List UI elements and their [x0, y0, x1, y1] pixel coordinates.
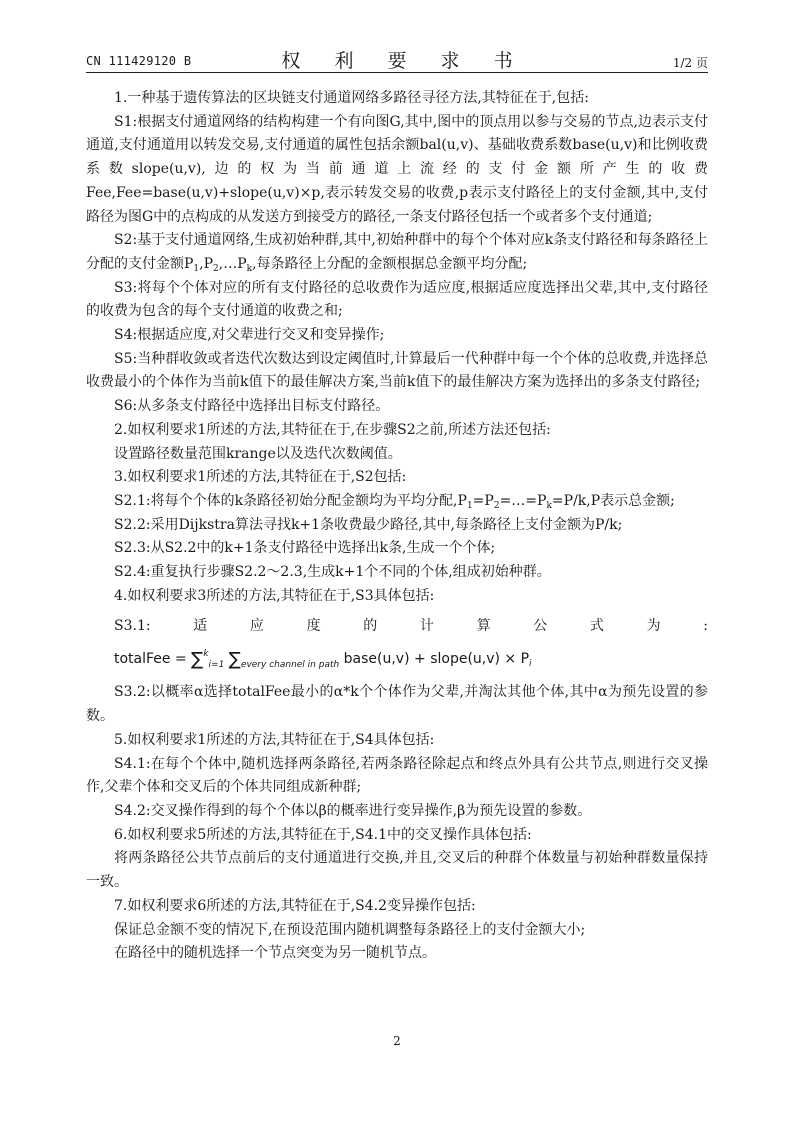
claim-3-step-s2-2: S2.2:采用Dijkstra算法寻找k+1条收费最少路径,其中,每条路径上支付金额为P/k;	[114, 516, 623, 533]
claim-3-step-s2-3: S2.3:从S2.2中的k+1条支付路径中选择出k条,生成一个个体;	[114, 540, 496, 557]
page-number: 2	[393, 1034, 401, 1048]
page-of-label: 1/2 页	[672, 56, 708, 70]
claim-4-step-s3-2: S3.2:以概率α选择totalFee最小的α*k个个体作为父辈,并淘汰其他个体,其中α为预先设置的参数。	[86, 684, 708, 725]
claim-1-step-s1: S1:根据支付通道网络的结构构建一个有向图G,其中,图中的顶点用以参与交易的节点,边表示支付通道,支付通道用以转发交易,支付通道的属性包括余额bal(u,v)、基础收费系数base(u,v)和比例收费系数slope(u,v),边的权为当前通道上流经的支付金额所产生的收费Fee,Fee=base(u,v)+slope(u,v)×p,表示转发交易的收费,p表示支付路径上的支付金额,其中,支付路径为图G中的点构成的从发送方到接受方的路径,一条支付路径包括一个或者多个支付通道;	[86, 113, 708, 225]
fitness-formula: totalFee = ∑ki=1 $\sum_{every channel in path}$ base(u,v) + slope(u,v) × $P_i$	[114, 649, 532, 671]
claim-2-body: 设置路径数量范围krange以及迭代次数阈值。	[114, 445, 402, 462]
claim-1-step-s5: S5:当种群收敛或者迭代次数达到设定阈值时,计算最后一代种群中每一个个体的总收费,并选择总收费最小的个体作为当前k值下的最佳解决方案,当前k值下的最佳解决方案为选择出的多条支付路径;	[86, 350, 708, 391]
claim-3-step-s2-4: S2.4:重复执行步骤S2.2～2.3,生成k+1个不同的个体,组成初始种群。	[114, 564, 551, 581]
claim-2: 2.如权利要求1所述的方法,其特征在于,在步骤S2之前,所述方法还包括:	[114, 421, 551, 438]
claim-4-step-s3-1: S3.1:适应度的计算公式为:totalFee = ∑ki=1 $\sum_{every channel in path}$ base(u,v) + slope(u,v) × $P_i$	[86, 612, 708, 679]
claim-1-step-s6: S6:从多条支付路径中选择出目标支付路径。	[114, 398, 390, 415]
claim-5: 5.如权利要求1所述的方法,其特征在于,S4具体包括:	[114, 731, 435, 748]
claims-body	[86, 87, 708, 966]
claim-7-body-b: 在路径中的随机选择一个节点突变为另一随机节点。	[114, 945, 436, 962]
claim-5-step-s4-2: S4.2:交叉操作得到的每个个体以β的概率进行变异操作,β为预先设置的参数。	[114, 802, 592, 819]
page-header	[86, 44, 708, 73]
patent-number: CN 111429120 B	[86, 54, 192, 68]
claim-7-body-a: 保证总金额不变的情况下,在预设范围内随机调整每条路径上的支付金额大小;	[114, 921, 586, 938]
claim-1-step-s2: S2:基于支付通道网络,生成初始种群,其中,初始种群中的每个个体对应k条支付路径和每条路径上分配的支付金额$P_1,P_2,\dots P_k$,每条路径上分配的金额根据总金额平均分配;	[86, 232, 708, 274]
document-title: 权 利 要 求 书	[281, 50, 527, 72]
claim-3: 3.如权利要求1所述的方法,其特征在于,S2包括:	[114, 469, 407, 486]
claim-3-step-s2-1: S2.1:将每个个体的k条路径初始分配金额均为平均分配$,P_1=P_2=\dots=P_k=P/k,P$表示总金额;	[114, 492, 675, 511]
claim-1-intro: 1.一种基于遗传算法的区块链支付通道网络多路径寻径方法,其特征在于,包括:	[114, 90, 589, 106]
claim-7: 7.如权利要求6所述的方法,其特征在于,S4.2变异操作包括:	[114, 897, 476, 914]
claim-6-body: 将两条路径公共节点前后的支付通道进行交换,并且,交叉后的种群个体数量与初始种群数量保持一致。	[86, 850, 708, 891]
claim-1-step-s4: S4:根据适应度,对父辈进行交叉和变异操作;	[114, 327, 385, 344]
claim-6: 6.如权利要求5所述的方法,其特征在于,S4.1中的交叉操作具体包括:	[114, 826, 532, 843]
claim-1-step-s3: S3:将每个个体对应的所有支付路径的总收费作为适应度,根据适应度选择出父辈,其中,支付路径的收费为包含的每个支付通道的收费之和;	[86, 279, 708, 320]
claim-5-step-s4-1: S4.1:在每个个体中,随机选择两条路径,若两条路径除起点和终点外具有公共节点,则进行交叉操作,父辈个体和交叉后的个体共同组成新种群;	[86, 755, 708, 796]
claim-4: 4.如权利要求3所述的方法,其特征在于,S3具体包括:	[114, 587, 435, 604]
